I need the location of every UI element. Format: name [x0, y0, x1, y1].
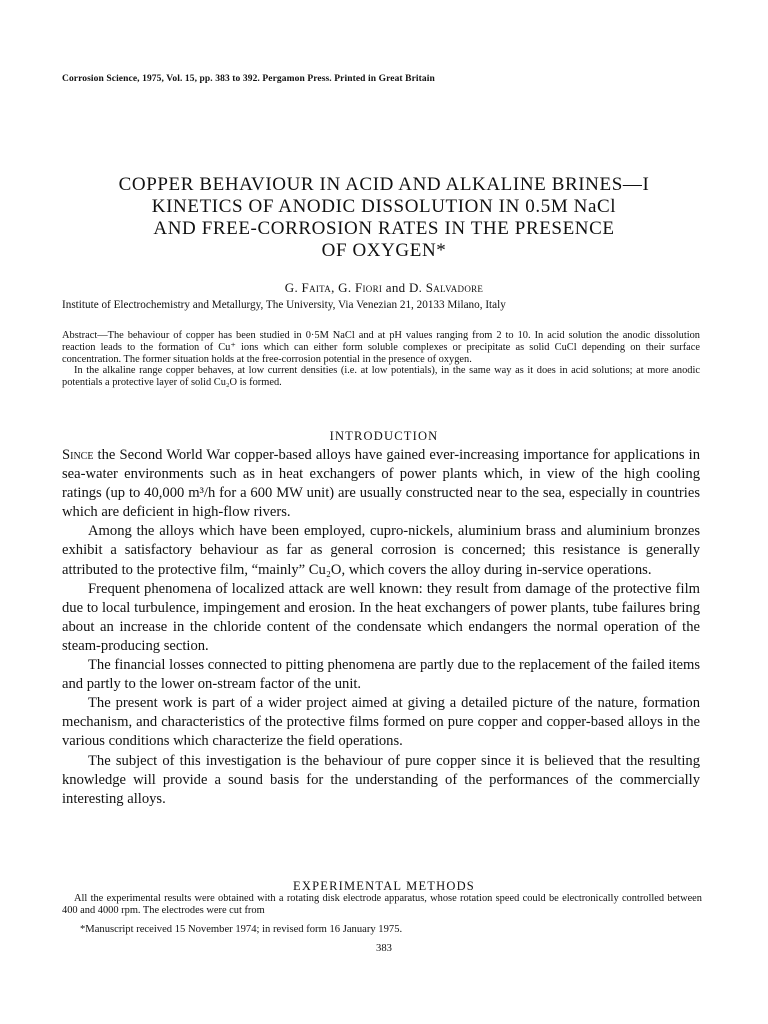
abstract-paragraph: In the alkaline range copper behaves, at low current densities (i.e. at low potentials), in the same way as it does in acid solutions; at more anodic potentials a protective layer of solid Cu₂O is formed.	[62, 365, 700, 389]
lead-word: Since	[62, 447, 94, 463]
author-list: G. Faita, G. Fiori and D. Salvadore	[284, 280, 484, 295]
author-surname: Fiori	[354, 280, 383, 295]
author-affiliation: Institute of Electrochemistry and Metallurgy, The University, Via Venezian 21, 20133 Milano, Italy	[62, 299, 506, 311]
body-paragraph	[62, 446, 700, 522]
title-line: OF OXYGEN*	[321, 240, 447, 261]
author-initials: G.	[284, 280, 302, 295]
methods-body	[62, 893, 702, 918]
body-paragraph: The subject of this investigation is the behaviour of pure copper since it is believed that the resulting knowledge will provide a sound basis for the understanding of the performances of the commercially interesting alloys.	[62, 752, 700, 807]
body-paragraph: The financial losses connected to pitting phenomena are partly due to the replacement of the failed items and partly to the lower on-stream factor of the unit.	[62, 657, 700, 693]
manuscript-footnote: *Manuscript received 15 November 1974; in revised form 16 January 1975.	[80, 924, 403, 935]
author-initials: G.	[338, 280, 355, 295]
methods-paragraph: All the experimental results were obtained with a rotating disk electrode apparatus, whose rotation speed could be electronically controlled between 400 and 4000 rpm. The electrodes were cut from	[62, 893, 702, 917]
section-heading-introduction: INTRODUCTION	[329, 429, 439, 443]
section-heading-methods: EXPERIMENTAL METHODS	[293, 879, 475, 893]
paragraph-text: the Second World War copper-based alloys have gained ever-increasing importance for applications in sea-water environments such as in heat exchangers of power plants which, in view of the high cooling ratings (up to 40,000 m³/h for a 600 MW unit) are usually constructed near to the sea, especially in countries which are deficient in high-flow rivers.	[62, 447, 700, 521]
paper-title	[40, 174, 728, 262]
journal-citation: Corrosion Science, 1975, Vol. 15, pp. 383 to 392. Pergamon Press. Printed in Great Britain	[62, 74, 435, 84]
body-paragraph: The present work is part of a wider project aimed at giving a detailed picture of the nature, formation mechanism, and characteristics of the protective films formed on pure copper and copper-based alloys in the various conditions which characterize the field operations.	[62, 695, 700, 750]
page-number: 383	[376, 943, 392, 954]
abstract-paragraph: Abstract—The behaviour of copper has been studied in 0·5M NaCl and at pH values ranging from 2 to 10. In acid solution the anodic dissolution reaction leads to the formation of Cu⁺ ions which can either form soluble complexes or precipitate as solid CuCl depending on their surface concentration. The former situation holds at the free-corrosion potential in the presence of oxygen.	[62, 330, 700, 365]
author-surname: Faita	[301, 280, 332, 295]
title-line: AND FREE-CORROSION RATES IN THE PRESENCE	[153, 218, 615, 239]
abstract	[62, 330, 700, 389]
title-line: COPPER BEHAVIOUR IN ACID AND ALKALINE BRINES—I	[118, 174, 650, 195]
introduction-body	[62, 446, 700, 809]
body-paragraph: Among the alloys which have been employed, cupro-nickels, aluminium brass and aluminium bronzes exhibit a satisfactory behaviour as far as general corrosion is concerned; this resistance is generally attributed to the protective film, “mainly” Cu₂O, which covers the alloy during in-service operations.	[62, 523, 700, 578]
author-surname: Salvadore	[425, 280, 484, 295]
title-line: KINETICS OF ANODIC DISSOLUTION IN 0.5M NaCl	[151, 196, 617, 217]
body-paragraph: Frequent phenomena of localized attack are well known: they result from damage of the protective film due to local turbulence, impingement and erosion. In the heat exchangers of power plants, tube failures bring about an increase in the chloride content of the condensate which endangers the normal operation of the steam-producing section.	[62, 580, 700, 654]
author-joiner: and	[382, 280, 409, 295]
author-initials: D.	[408, 280, 426, 295]
